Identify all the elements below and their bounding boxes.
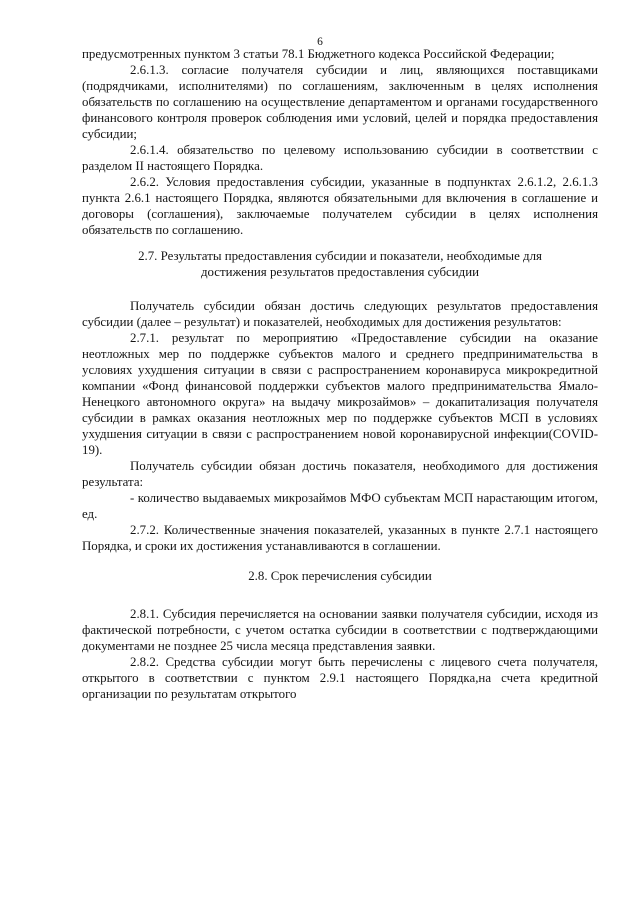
paragraph-2-8-2: 2.8.2. Средства субсидии могут быть перечислены с лицевого счета получателя, открытого в соответствии с пунктом 2.9.1 настоящего Порядка,на счета кредитной организации по результатам открытого <box>82 655 598 701</box>
paragraph-2-7-2: 2.7.2. Количественные значения показателей, указанных в пункте 2.7.1 настоящего Порядка, и сроки их достижения устанавливаются в соглашении. <box>82 523 598 553</box>
paragraph-indicator-intro: Получатель субсидии обязан достичь показателя, необходимого для достижения результата: <box>82 459 598 489</box>
paragraph-2-7-1: 2.7.1. результат по мероприятию «Предоставление субсидии на оказание неотложных мер по поддержке субъектов малого и среднего предпринимательства в условиях ухудшения ситуации в связи с распространением коронавируса микрокредитной компании «Фонд финансовой поддержки субъектов малого предпринимательства Ямало-Ненецкого автономного округа» на выдачу микрозаймов» – докапитализация получателя субсидии в рамках оказания неотложных мер по поддержке субъектов МСП в условиях ухудшения ситуации в связи с распространением новой коронавирусной инфекции(COVID-19). <box>82 331 598 457</box>
paragraph-indicator-item: - количество выдаваемых микрозаймов МФО субъектам МСП нарастающим итогом, ед. <box>82 491 598 521</box>
paragraph-results-intro: Получатель субсидии обязан достичь следующих результатов предоставления субсидии (далее – результат) и показателей, необходимых для достижения результатов: <box>82 299 598 329</box>
section-heading-2-7-line-1: 2.7. Результаты предоставления субсидии и показатели, необходимые для <box>138 249 542 263</box>
spacer <box>82 280 598 298</box>
spacer <box>82 238 598 248</box>
section-heading-2-7-line-2: достижения результатов предоставления субсидии <box>200 265 480 279</box>
section-heading-2-8: 2.8. Срок перечисления субсидии <box>248 569 432 583</box>
document-body <box>82 46 598 702</box>
spacer <box>82 584 598 606</box>
page-number: 6 <box>317 36 323 48</box>
paragraph-2-6-1-3: 2.6.1.3. согласие получателя субсидии и лиц, являющихся поставщиками (подрядчиками, исполнителями) по соглашениям, заключенным в целях исполнения обязательств по соглашению на осуществление департаментом и органами государственного финансового контроля проверок соблюдения ими условий, целей и порядка предоставления субсидии; <box>82 63 598 141</box>
paragraph-2-6-2: 2.6.2. Условия предоставления субсидии, указанные в подпунктах 2.6.1.2, 2.6.1.3 пункта 2.6.1 настоящего Порядка, являются обязательными для включения в соглашение и договоры (соглашения), заключаемые получателем субсидии в целях исполнения обязательств по соглашению. <box>82 175 598 237</box>
paragraph-continuation: предусмотренных пунктом 3 статьи 78.1 Бюджетного кодекса Российской Федерации; <box>82 47 555 61</box>
paragraph-2-8-1: 2.8.1. Субсидия перечисляется на основании заявки получателя субсидии, исходя из фактической потребности, с учетом остатка субсидии в соответствии с подтверждающими документами не позднее 25 числа месяца представления заявки. <box>82 607 598 653</box>
paragraph-2-6-1-4: 2.6.1.4. обязательство по целевому использованию субсидии в соответствии с разделом II настоящего Порядка. <box>82 143 598 173</box>
spacer <box>82 554 598 568</box>
